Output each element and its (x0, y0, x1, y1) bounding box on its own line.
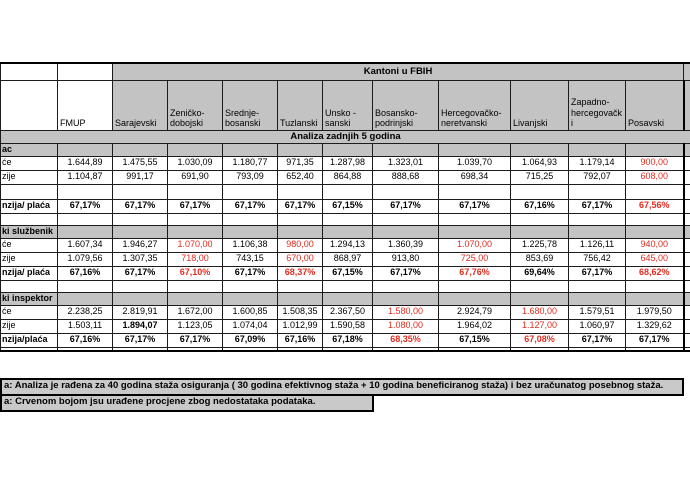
section-header-cell (223, 292, 278, 305)
cell: 868,97 (323, 252, 373, 266)
gap-cell (323, 280, 373, 292)
cell: 1.680,00 (511, 305, 569, 319)
gap-cell (373, 280, 439, 292)
gap-cell (58, 280, 113, 292)
cell: 1.060,97 (569, 319, 626, 333)
cell: 1.070,00 (439, 238, 511, 252)
cell (223, 184, 278, 199)
cell: 645,00 (626, 252, 684, 266)
cell: 1.294,13 (323, 238, 373, 252)
section-header-cell (278, 292, 323, 305)
cell: 1.287,98 (323, 156, 373, 170)
fmup-top-cell (58, 63, 113, 80)
gap-cell (58, 213, 113, 225)
cell: 1.323,01 (373, 156, 439, 170)
cell: 698,34 (439, 170, 511, 184)
end-cell (223, 347, 278, 351)
column-header: Livanjski (511, 80, 569, 130)
cell: 1.126,11 (569, 238, 626, 252)
end-cell (278, 347, 323, 351)
cell: 67,17% (373, 266, 439, 280)
cell: 67,09% (223, 333, 278, 347)
section-header-cell (223, 225, 278, 238)
cell: 67,76% (439, 266, 511, 280)
gap-cell (278, 280, 323, 292)
cell: 67,17% (439, 199, 511, 213)
cell: 1.070,00 (168, 238, 223, 252)
cell: 2.238,25 (58, 305, 113, 319)
cell (323, 184, 373, 199)
cell: 1.979,50 (626, 305, 684, 319)
cut-column-cell (684, 280, 690, 292)
section-header-cell (511, 143, 569, 156)
cell: 1.600,85 (223, 305, 278, 319)
cell: 67,16% (58, 333, 113, 347)
column-header: Zapadno-hercegovački (569, 80, 626, 130)
analysis-banner: Analiza zadnjih 5 godina (1, 130, 690, 143)
gap-cell (373, 213, 439, 225)
row-label-header-cell (1, 80, 58, 130)
cell: 980,00 (278, 238, 323, 252)
cell: 1.475,55 (113, 156, 168, 170)
cut-column-cell (684, 225, 690, 238)
cell: 67,56% (626, 199, 684, 213)
cell: 691,90 (168, 170, 223, 184)
cut-column-cell (684, 252, 690, 266)
section-header-cell (113, 225, 168, 238)
cell: 1.180,77 (223, 156, 278, 170)
section-header-cell (373, 292, 439, 305)
cell (113, 184, 168, 199)
cell: 991,17 (113, 170, 168, 184)
cell: 1.179,14 (569, 156, 626, 170)
cut-column-cell (684, 266, 690, 280)
cell: 67,10% (168, 266, 223, 280)
cell: 67,17% (113, 266, 168, 280)
gap-cell (113, 280, 168, 292)
section-header-cell (58, 225, 113, 238)
cell: 1.080,00 (373, 319, 439, 333)
gap-cell (511, 213, 569, 225)
section-header-cell (439, 143, 511, 156)
section-header-cell (168, 225, 223, 238)
cell: 68,35% (373, 333, 439, 347)
column-header: Hercegovačko-neretvanski (439, 80, 511, 130)
gap-cell (168, 213, 223, 225)
section-header-cell (323, 143, 373, 156)
cut-column-cell (684, 319, 690, 333)
cell: 67,17% (569, 199, 626, 213)
cell: 792,07 (569, 170, 626, 184)
cell: 670,00 (278, 252, 323, 266)
section-header-cell (569, 292, 626, 305)
section-header-cell (113, 143, 168, 156)
cell: 69,64% (511, 266, 569, 280)
cell: 1.106,38 (223, 238, 278, 252)
end-cell (439, 347, 511, 351)
section-header-cell (511, 292, 569, 305)
gap-cell (168, 280, 223, 292)
gap-cell (439, 280, 511, 292)
cell: 67,18% (323, 333, 373, 347)
cell: 67,17% (569, 266, 626, 280)
gap-cell (1, 213, 58, 225)
footnotes (0, 378, 684, 412)
cell: 853,69 (511, 252, 569, 266)
cell: 2.924,79 (439, 305, 511, 319)
cut-column-cell (684, 80, 690, 130)
section-header-cell (168, 292, 223, 305)
footnote-analysis-note: a: Analiza je rađena za 40 godina staža osiguranja ( 30 godina efektivnog staža + 10 godina beneficiranog staža) i bez uračunatog posebnog staža. (0, 378, 684, 396)
gap-cell (113, 213, 168, 225)
cell: 1.672,00 (168, 305, 223, 319)
cell: 67,08% (511, 333, 569, 347)
cut-column-cell (684, 333, 690, 347)
row-label: zije (1, 170, 58, 184)
cell: 971,35 (278, 156, 323, 170)
cell: 1.064,93 (511, 156, 569, 170)
gap-cell (626, 280, 684, 292)
row-label (1, 184, 58, 199)
row-label: nzija/plaća (1, 333, 58, 347)
section-header-cell (511, 225, 569, 238)
cell: 888,68 (373, 170, 439, 184)
column-header: Zeničko-dobojski (168, 80, 223, 130)
gap-cell (278, 213, 323, 225)
row-label: zije (1, 319, 58, 333)
end-cell (168, 347, 223, 351)
column-header: Unsko - sanski (323, 80, 373, 130)
cell: 913,80 (373, 252, 439, 266)
end-cell (626, 347, 684, 351)
cell: 1.964,02 (439, 319, 511, 333)
cell: 900,00 (626, 156, 684, 170)
cell: 1.894,07 (113, 319, 168, 333)
cell: 2.819,91 (113, 305, 168, 319)
cell: 940,00 (626, 238, 684, 252)
section-header-cell (626, 143, 684, 156)
cell: 67,17% (626, 333, 684, 347)
cell: 743,15 (223, 252, 278, 266)
cell: 1.079,56 (58, 252, 113, 266)
cell (626, 184, 684, 199)
cell: 715,25 (511, 170, 569, 184)
cell: 756,42 (569, 252, 626, 266)
row-label: će (1, 238, 58, 252)
cell: 1.946,27 (113, 238, 168, 252)
cut-column-cell (684, 170, 690, 184)
end-cell (569, 347, 626, 351)
cell (439, 184, 511, 199)
cell: 1.307,35 (113, 252, 168, 266)
section-header-cell (168, 143, 223, 156)
cell (511, 184, 569, 199)
cell: 1.039,70 (439, 156, 511, 170)
cell: 1.104,87 (58, 170, 113, 184)
section-header-cell (569, 143, 626, 156)
cell: 725,00 (439, 252, 511, 266)
cell: 68,62% (626, 266, 684, 280)
section-header-cell (569, 225, 626, 238)
cell: 1.590,58 (323, 319, 373, 333)
cell: 1.508,35 (278, 305, 323, 319)
section-header-label: ki inspektor (1, 292, 58, 305)
cell: 67,17% (569, 333, 626, 347)
cell: 1.074,04 (223, 319, 278, 333)
cell: 1.030,09 (168, 156, 223, 170)
cell: 1.127,00 (511, 319, 569, 333)
cell: 2.367,50 (323, 305, 373, 319)
cell: 1.580,00 (373, 305, 439, 319)
cell: 67,17% (168, 199, 223, 213)
cell: 67,17% (113, 199, 168, 213)
end-cell (684, 347, 690, 351)
cut-column-cell (684, 184, 690, 199)
cut-column-cell (684, 156, 690, 170)
cell (58, 184, 113, 199)
column-header: Srednje-bosanski (223, 80, 278, 130)
cut-column-cell (684, 143, 690, 156)
cell: 864,88 (323, 170, 373, 184)
footnote-red-values-note: a: Crvenom bojom jsu urađene procjene zbog nedostataka podataka. (0, 394, 374, 412)
gap-cell (323, 213, 373, 225)
cell: 1.503,11 (58, 319, 113, 333)
kantoni-fbih-header: Kantoni u FBIH (113, 63, 684, 80)
cell: 67,16% (511, 199, 569, 213)
section-header-label: ki službenik (1, 225, 58, 238)
section-header-cell (58, 292, 113, 305)
cell: 67,16% (58, 266, 113, 280)
cell: 67,17% (58, 199, 113, 213)
cell (168, 184, 223, 199)
cut-column-cell (684, 238, 690, 252)
cell: 67,17% (278, 199, 323, 213)
cell: 67,15% (323, 199, 373, 213)
cell: 67,17% (223, 266, 278, 280)
column-header-fmup: FMUP (58, 80, 113, 130)
section-header-cell (373, 143, 439, 156)
end-cell (323, 347, 373, 351)
cell: 1.360,39 (373, 238, 439, 252)
cell: 1.123,05 (168, 319, 223, 333)
cell: 67,17% (113, 333, 168, 347)
cell (569, 184, 626, 199)
cell: 68,37% (278, 266, 323, 280)
section-header-cell (58, 143, 113, 156)
end-cell (1, 347, 58, 351)
cut-column-cell (684, 213, 690, 225)
section-header-cell (113, 292, 168, 305)
gap-cell (569, 213, 626, 225)
gap-cell (626, 213, 684, 225)
column-header: Sarajevski (113, 80, 168, 130)
row-label: nzija/ plaća (1, 266, 58, 280)
cell: 652,40 (278, 170, 323, 184)
row-label: će (1, 156, 58, 170)
cell: 608,00 (626, 170, 684, 184)
section-header-label: ac (1, 143, 58, 156)
cell: 67,17% (223, 199, 278, 213)
corner-cell (1, 63, 58, 80)
cell: 67,15% (439, 333, 511, 347)
section-header-cell (373, 225, 439, 238)
cell: 67,15% (323, 266, 373, 280)
end-cell (373, 347, 439, 351)
gap-cell (223, 213, 278, 225)
gap-cell (1, 280, 58, 292)
end-cell (58, 347, 113, 351)
cell: 67,17% (168, 333, 223, 347)
section-header-cell (223, 143, 278, 156)
cell: 1.644,89 (58, 156, 113, 170)
section-header-cell (439, 225, 511, 238)
row-label: nzija/ plaća (1, 199, 58, 213)
cell (373, 184, 439, 199)
cell (278, 184, 323, 199)
column-header: Bosansko-podrinjski (373, 80, 439, 130)
section-header-cell (626, 225, 684, 238)
gap-cell (439, 213, 511, 225)
cell: 718,00 (168, 252, 223, 266)
salary-table-wrap (0, 62, 690, 352)
end-cell (113, 347, 168, 351)
column-header: Tuzlanski (278, 80, 323, 130)
cell: 67,16% (278, 333, 323, 347)
section-header-cell (323, 225, 373, 238)
cut-column-cell (684, 292, 690, 305)
cut-column-cell (684, 199, 690, 213)
end-cell (511, 347, 569, 351)
gap-cell (223, 280, 278, 292)
cell: 1.607,34 (58, 238, 113, 252)
salary-table (0, 62, 690, 352)
section-header-cell (439, 292, 511, 305)
section-header-cell (626, 292, 684, 305)
section-header-cell (323, 292, 373, 305)
section-header-cell (278, 143, 323, 156)
cell: 67,17% (373, 199, 439, 213)
column-header: Posavski (626, 80, 684, 130)
gap-cell (511, 280, 569, 292)
row-label: zije (1, 252, 58, 266)
cell: 1.225,78 (511, 238, 569, 252)
cell: 793,09 (223, 170, 278, 184)
cell: 1.012,99 (278, 319, 323, 333)
row-label: će (1, 305, 58, 319)
cell: 1.579,51 (569, 305, 626, 319)
cell: 1.329,62 (626, 319, 684, 333)
cut-column-cell (684, 63, 690, 80)
section-header-cell (278, 225, 323, 238)
gap-cell (569, 280, 626, 292)
cut-column-cell (684, 305, 690, 319)
